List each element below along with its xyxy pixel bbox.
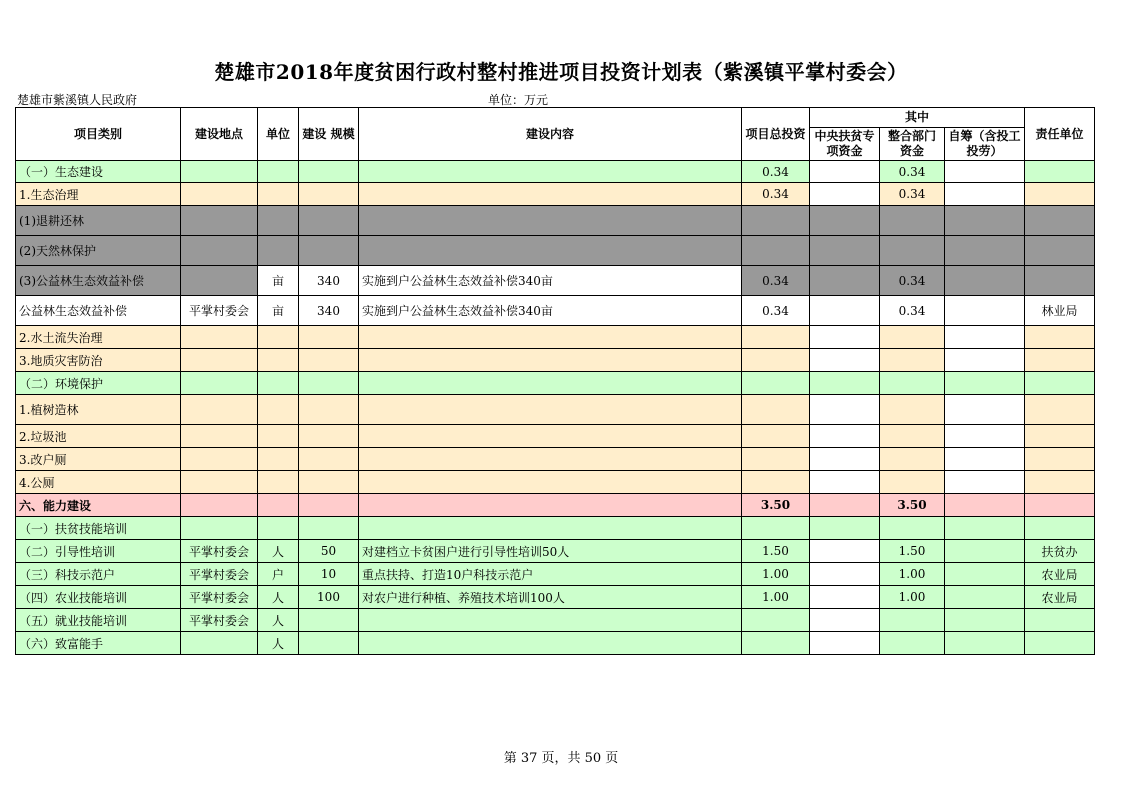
table-row [16, 494, 1095, 517]
cell-integrated-funds [880, 517, 945, 540]
cell-unit [258, 349, 299, 372]
header-content: 建设内容 [359, 108, 742, 161]
cell-self-raised [945, 471, 1025, 494]
cell-self-raised [945, 206, 1025, 236]
cell-self-raised [945, 517, 1025, 540]
cell-content [359, 517, 742, 540]
table-row [16, 326, 1095, 349]
header-responsible-dept: 责任单位 [1025, 108, 1095, 161]
cell-location: 平掌村委会 [181, 540, 258, 563]
cell-location [181, 632, 258, 655]
cell-location [181, 395, 258, 425]
cell-content [359, 236, 742, 266]
cell-total: 0.34 [742, 183, 810, 206]
cell-total [742, 236, 810, 266]
cell-unit [258, 161, 299, 183]
table-row [16, 563, 1095, 586]
cell-integrated-funds [880, 372, 945, 395]
cell-unit: 人 [258, 540, 299, 563]
cell-unit [258, 494, 299, 517]
cell-self-raised [945, 563, 1025, 586]
header-category: 项目类别 [16, 108, 181, 161]
cell-self-raised [945, 349, 1025, 372]
cell-content [359, 183, 742, 206]
cell-self-raised [945, 609, 1025, 632]
cell-category: （二）环境保护 [16, 372, 181, 395]
cell-location [181, 326, 258, 349]
cell-total: 3.50 [742, 494, 810, 517]
cell-self-raised [945, 236, 1025, 266]
cell-central-funds [810, 395, 880, 425]
cell-total [742, 206, 810, 236]
cell-central-funds [810, 540, 880, 563]
table-row [16, 183, 1095, 206]
cell-central-funds [810, 517, 880, 540]
cell-content: 实施到户公益林生态效益补偿340亩 [359, 296, 742, 326]
cell-unit [258, 236, 299, 266]
cell-central-funds [810, 586, 880, 609]
cell-responsible-dept [1025, 161, 1095, 183]
cell-integrated-funds [880, 395, 945, 425]
cell-responsible-dept [1025, 326, 1095, 349]
cell-total [742, 326, 810, 349]
organization-label: 楚雄市紫溪镇人民政府 [17, 93, 138, 107]
cell-central-funds [810, 425, 880, 448]
cell-category: 1.植树造林 [16, 395, 181, 425]
cell-category: （二）引导性培训 [16, 540, 181, 563]
table-row [16, 540, 1095, 563]
cell-location [181, 266, 258, 296]
cell-self-raised [945, 494, 1025, 517]
cell-unit [258, 372, 299, 395]
cell-category: （三）科技示范户 [16, 563, 181, 586]
cell-content [359, 326, 742, 349]
cell-integrated-funds [880, 236, 945, 266]
cell-responsible-dept [1025, 494, 1095, 517]
cell-total: 1.50 [742, 540, 810, 563]
cell-integrated-funds: 0.34 [880, 161, 945, 183]
cell-scale [299, 236, 359, 266]
cell-location [181, 517, 258, 540]
cell-content [359, 425, 742, 448]
cell-scale [299, 395, 359, 425]
cell-central-funds [810, 448, 880, 471]
cell-responsible-dept [1025, 266, 1095, 296]
header-scale: 建设 规模 [299, 108, 359, 161]
table-row [16, 632, 1095, 655]
header-self-raised: 自筹（含投工投劳） [945, 128, 1025, 161]
cell-content [359, 609, 742, 632]
cell-total [742, 609, 810, 632]
cell-responsible-dept: 扶贫办 [1025, 540, 1095, 563]
header-among: 其中 [810, 108, 1025, 128]
cell-unit: 人 [258, 609, 299, 632]
cell-unit [258, 206, 299, 236]
cell-scale [299, 425, 359, 448]
table-row [16, 296, 1095, 326]
cell-content [359, 161, 742, 183]
table-body [16, 161, 1095, 655]
cell-category: 3.地质灾害防治 [16, 349, 181, 372]
cell-content [359, 395, 742, 425]
cell-self-raised [945, 395, 1025, 425]
table-row [16, 425, 1095, 448]
cell-category: 1.生态治理 [16, 183, 181, 206]
cell-unit: 亩 [258, 296, 299, 326]
cell-integrated-funds [880, 425, 945, 448]
cell-scale [299, 372, 359, 395]
cell-integrated-funds [880, 448, 945, 471]
cell-unit [258, 425, 299, 448]
cell-total: 1.00 [742, 563, 810, 586]
cell-integrated-funds [880, 471, 945, 494]
cell-integrated-funds: 1.00 [880, 586, 945, 609]
cell-unit: 户 [258, 563, 299, 586]
cell-scale [299, 609, 359, 632]
cell-self-raised [945, 425, 1025, 448]
header-integrated-funds: 整合部门资金 [880, 128, 945, 161]
cell-location: 平掌村委会 [181, 609, 258, 632]
cell-central-funds [810, 494, 880, 517]
cell-responsible-dept [1025, 425, 1095, 448]
cell-category: 2.水土流失治理 [16, 326, 181, 349]
cell-self-raised [945, 448, 1025, 471]
cell-self-raised [945, 372, 1025, 395]
table-row [16, 372, 1095, 395]
cell-scale [299, 326, 359, 349]
page-number: 第 37 页，共 50 页 [503, 751, 619, 766]
cell-location [181, 206, 258, 236]
cell-responsible-dept [1025, 471, 1095, 494]
cell-unit: 亩 [258, 266, 299, 296]
cell-integrated-funds [880, 349, 945, 372]
cell-responsible-dept [1025, 448, 1095, 471]
cell-scale [299, 206, 359, 236]
cell-total [742, 372, 810, 395]
table-row [16, 161, 1095, 183]
cell-location [181, 349, 258, 372]
cell-content [359, 206, 742, 236]
cell-total [742, 471, 810, 494]
cell-central-funds [810, 471, 880, 494]
cell-unit [258, 183, 299, 206]
cell-location [181, 161, 258, 183]
cell-total [742, 632, 810, 655]
cell-unit: 人 [258, 632, 299, 655]
cell-central-funds [810, 372, 880, 395]
table-row [16, 471, 1095, 494]
table-row [16, 609, 1095, 632]
cell-category: (2)天然林保护 [16, 236, 181, 266]
cell-category: （五）就业技能培训 [16, 609, 181, 632]
cell-content [359, 632, 742, 655]
cell-category: （一）生态建设 [16, 161, 181, 183]
cell-responsible-dept [1025, 349, 1095, 372]
cell-responsible-dept [1025, 183, 1095, 206]
table-row [16, 266, 1095, 296]
table-row [16, 236, 1095, 266]
cell-location [181, 494, 258, 517]
cell-category: (1)退耕还林 [16, 206, 181, 236]
cell-central-funds [810, 609, 880, 632]
cell-location [181, 425, 258, 448]
cell-location [181, 183, 258, 206]
cell-unit [258, 448, 299, 471]
cell-self-raised [945, 326, 1025, 349]
header-central-funds: 中央扶贫专项资金 [810, 128, 880, 161]
cell-responsible-dept [1025, 372, 1095, 395]
cell-category: 4.公厕 [16, 471, 181, 494]
cell-content [359, 349, 742, 372]
cell-location: 平掌村委会 [181, 563, 258, 586]
cell-self-raised [945, 183, 1025, 206]
cell-central-funds [810, 326, 880, 349]
cell-unit: 人 [258, 586, 299, 609]
cell-scale [299, 494, 359, 517]
cell-content: 实施到户公益林生态效益补偿340亩 [359, 266, 742, 296]
cell-location [181, 448, 258, 471]
cell-self-raised [945, 540, 1025, 563]
table-row [16, 349, 1095, 372]
page-title: 楚雄市2018年度贫困行政村整村推进项目投资计划表（紫溪镇平掌村委会） [214, 60, 908, 84]
cell-self-raised [945, 296, 1025, 326]
table-row [16, 448, 1095, 471]
cell-scale [299, 517, 359, 540]
cell-self-raised [945, 266, 1025, 296]
cell-scale: 50 [299, 540, 359, 563]
cell-scale [299, 448, 359, 471]
cell-responsible-dept [1025, 395, 1095, 425]
cell-category: 公益林生态效益补偿 [16, 296, 181, 326]
cell-category: 2.垃圾池 [16, 425, 181, 448]
cell-content: 重点扶持、打造10户科技示范户 [359, 563, 742, 586]
cell-location: 平掌村委会 [181, 586, 258, 609]
cell-total: 1.00 [742, 586, 810, 609]
cell-unit [258, 471, 299, 494]
cell-content: 对农户进行种植、养殖技术培训100人 [359, 586, 742, 609]
cell-central-funds [810, 266, 880, 296]
cell-scale: 340 [299, 266, 359, 296]
cell-category: （一）扶贫技能培训 [16, 517, 181, 540]
header-unit: 单位 [258, 108, 299, 161]
cell-integrated-funds: 3.50 [880, 494, 945, 517]
cell-unit [258, 395, 299, 425]
table-row [16, 586, 1095, 609]
header-location: 建设地点 [181, 108, 258, 161]
cell-unit [258, 326, 299, 349]
cell-location: 平掌村委会 [181, 296, 258, 326]
cell-total [742, 425, 810, 448]
cell-responsible-dept: 农业局 [1025, 586, 1095, 609]
cell-central-funds [810, 161, 880, 183]
cell-location [181, 372, 258, 395]
cell-total: 0.34 [742, 161, 810, 183]
cell-location [181, 236, 258, 266]
cell-self-raised [945, 161, 1025, 183]
cell-content [359, 494, 742, 517]
table-row [16, 395, 1095, 425]
cell-total [742, 349, 810, 372]
cell-total: 0.34 [742, 296, 810, 326]
cell-scale [299, 632, 359, 655]
cell-central-funds [810, 563, 880, 586]
cell-central-funds [810, 349, 880, 372]
header-total-investment: 项目总投资 [742, 108, 810, 161]
cell-central-funds [810, 296, 880, 326]
cell-central-funds [810, 632, 880, 655]
cell-responsible-dept [1025, 632, 1095, 655]
cell-scale [299, 183, 359, 206]
cell-responsible-dept [1025, 517, 1095, 540]
cell-content [359, 448, 742, 471]
cell-scale [299, 471, 359, 494]
cell-responsible-dept: 林业局 [1025, 296, 1095, 326]
cell-responsible-dept [1025, 236, 1095, 266]
cell-category: 3.改户厕 [16, 448, 181, 471]
cell-category: 六、能力建设 [16, 494, 181, 517]
cell-integrated-funds: 1.00 [880, 563, 945, 586]
cell-category: （六）致富能手 [16, 632, 181, 655]
cell-scale: 100 [299, 586, 359, 609]
cell-scale: 10 [299, 563, 359, 586]
cell-integrated-funds [880, 632, 945, 655]
cell-self-raised [945, 632, 1025, 655]
cell-integrated-funds: 0.34 [880, 296, 945, 326]
cell-responsible-dept [1025, 206, 1095, 236]
cell-scale: 340 [299, 296, 359, 326]
cell-integrated-funds [880, 609, 945, 632]
cell-category: （四）农业技能培训 [16, 586, 181, 609]
cell-central-funds [810, 183, 880, 206]
cell-scale [299, 349, 359, 372]
table-row [16, 517, 1095, 540]
cell-total: 0.34 [742, 266, 810, 296]
table-row [16, 206, 1095, 236]
cell-total [742, 395, 810, 425]
cell-total [742, 517, 810, 540]
cell-integrated-funds: 1.50 [880, 540, 945, 563]
cell-central-funds [810, 236, 880, 266]
cell-location [181, 471, 258, 494]
cell-integrated-funds [880, 326, 945, 349]
cell-unit [258, 517, 299, 540]
investment-plan-table [15, 107, 1095, 655]
cell-category: (3)公益林生态效益补偿 [16, 266, 181, 296]
cell-integrated-funds: 0.34 [880, 183, 945, 206]
cell-responsible-dept [1025, 609, 1095, 632]
cell-content [359, 471, 742, 494]
cell-responsible-dept: 农业局 [1025, 563, 1095, 586]
cell-central-funds [810, 206, 880, 236]
cell-total [742, 448, 810, 471]
cell-content: 对建档立卡贫困户进行引导性培训50人 [359, 540, 742, 563]
cell-self-raised [945, 586, 1025, 609]
cell-integrated-funds: 0.34 [880, 266, 945, 296]
currency-unit-label: 单位：万元 [488, 93, 549, 107]
cell-content [359, 372, 742, 395]
cell-scale [299, 161, 359, 183]
cell-integrated-funds [880, 206, 945, 236]
